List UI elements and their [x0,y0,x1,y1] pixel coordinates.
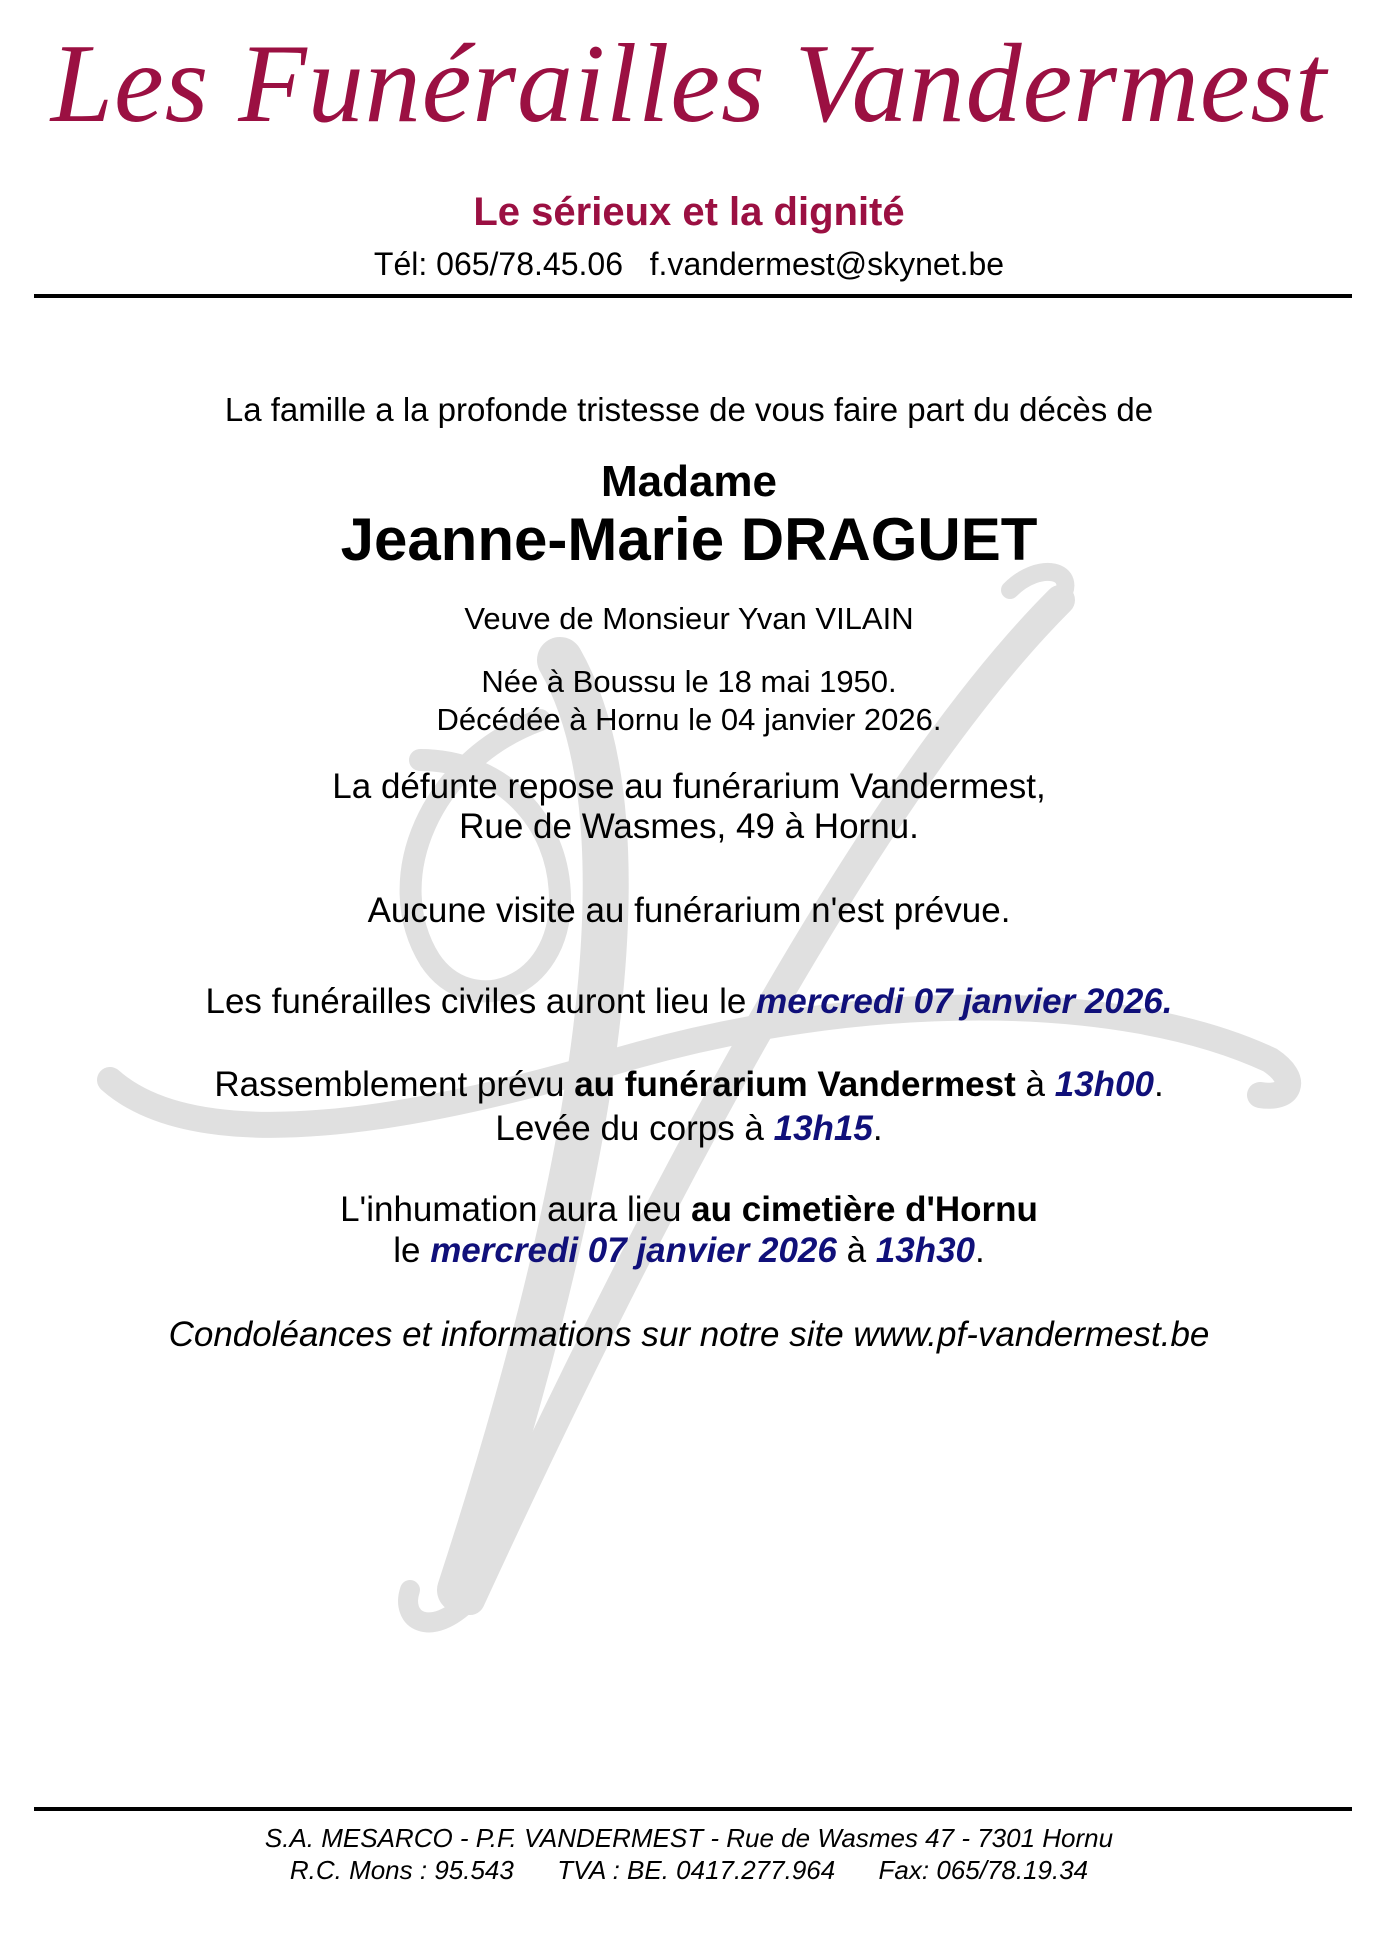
footer-tva: TVA : BE. 0417.277.964 [557,1855,836,1885]
funeral-line [0,984,1378,1019]
deceased-name: Jeanne-Marie DRAGUET [340,506,1038,573]
watermark-loop [411,720,560,991]
burial-line-1 [0,1192,1378,1227]
lift-time: 13h15 [773,1109,873,1148]
visit-text: Aucune visite au funérarium n'est prévue. [367,891,1011,930]
gather-prefix: Rassemblement prévu [214,1065,575,1104]
footer-fax: Fax: 065/78.19.34 [878,1855,1089,1885]
birth-text: Née à Boussu le 18 mai 1950. [481,664,897,699]
footer-rc: R.C. Mons : 95.543 [289,1855,514,1885]
burial-date: mercredi 07 janvier 2026 [430,1231,837,1270]
rest-line-1: La défunte repose au funérarium Vandermest, [332,767,1046,806]
rest-line-2: Rue de Wasmes, 49 à Hornu. [459,807,919,846]
burial-place: au cimetière d'Hornu [691,1190,1038,1229]
phone: Tél: 065/78.45.06 [373,246,623,282]
gather-place: au funérarium Vandermest [574,1065,1016,1104]
burial-time: 13h30 [875,1231,976,1270]
brand-title: Les Funérailles Vandermest [50,22,1328,146]
intro-text: La famille a la profonde tristesse de vous faire part du décès de [224,391,1154,428]
footer-registration [0,1857,1378,1883]
burial-le: le [393,1231,431,1270]
lift-end: . [872,1109,883,1148]
burial-line-2 [0,1233,1378,1268]
deceased-title: Madame [600,457,778,506]
gather-mid: à [1015,1065,1055,1104]
watermark-top-flourish [1010,572,1065,600]
gather-time: 13h00 [1054,1065,1154,1104]
death-text: Décédée à Hornu le 04 janvier 2026. [436,702,942,737]
funeral-date: mercredi 07 janvier 2026. [756,982,1173,1021]
lift-line [0,1111,1378,1146]
email-link[interactable]: f.vandermest@skynet.be [649,246,1005,282]
condolences-text: Condoléances et informations sur notre site www.pf-vandermest.be [168,1315,1210,1354]
footer-company: S.A. MESARCO - P.F. VANDERMEST - Rue de Wasmes 47 - 7301 Hornu [264,1823,1114,1853]
tagline: Le sérieux et la dignité [473,190,905,234]
footer-divider [34,1807,1352,1811]
gather-end: . [1153,1065,1164,1104]
burial-mid: à [836,1231,876,1270]
gathering-line [0,1067,1378,1102]
widow-text: Veuve de Monsieur Yvan VILAIN [464,601,914,636]
burial-end: . [975,1231,985,1270]
contact-line [0,248,1378,280]
funeral-prefix: Les funérailles civiles auront lieu le [205,982,757,1021]
burial-prefix: L'inhumation aura lieu [340,1190,692,1229]
lift-prefix: Levée du corps à [495,1109,774,1148]
header-divider [34,294,1352,298]
